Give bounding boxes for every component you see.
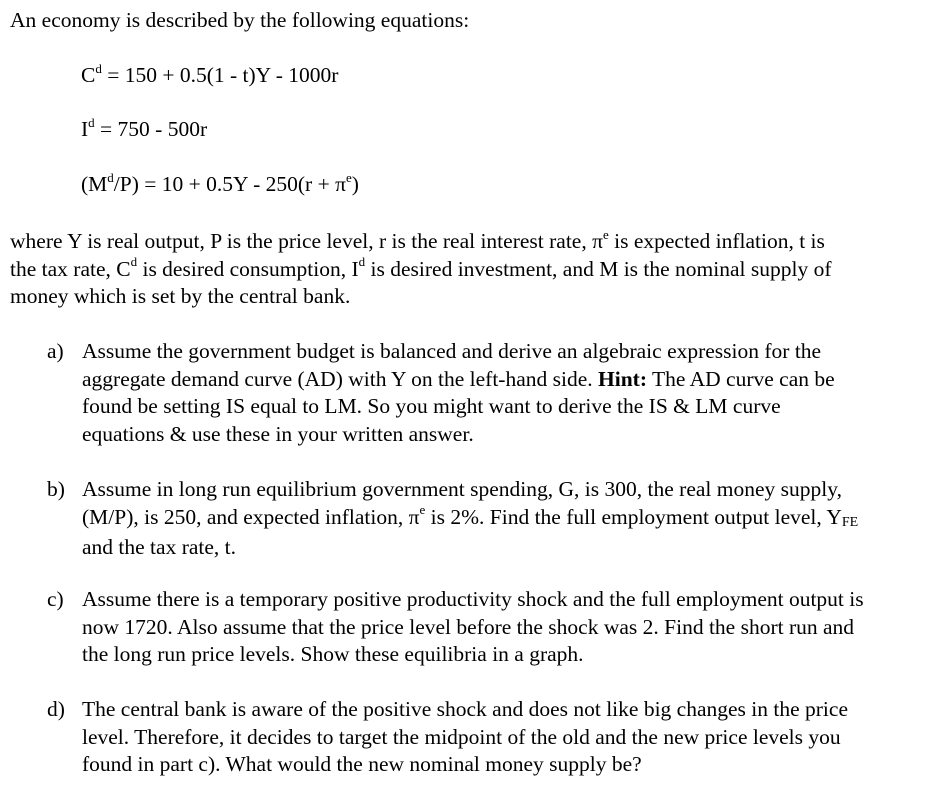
investment-equation: $I^d = 750 - 500r$ (81, 114, 208, 141)
question-d-label: d) (47, 697, 65, 721)
question-a-label: a) (47, 339, 64, 363)
question-a: a) Assume the government budget is balanced and derive an algebraic expression for the aggregate demand curve (AD) with Y on the left-hand side. Hint: The AD curve can be found be setting IS equal to LM. So you might want to derive the IS & LM curve equations & use these in your written answer. (47, 339, 835, 446)
question-c: c) Assume there is a temporary positive productivity shock and the full employment output is now 1720. Also assume that the price level before the shock was 2. Find the short run and the long run price levels. Show these equilibria in a graph. (47, 587, 864, 666)
hint-label: Hint: (598, 366, 647, 391)
question-c-label: c) (47, 587, 64, 611)
consumption-equation: $C^d = 150 + 0.5(1 - t)Y - 1000r$ (81, 60, 339, 87)
question-d: d) The central bank is aware of the positive shock and does not like big changes in the price level. Therefore, it decides to target the midpoint of the old and the new price levels you found in part c). What would the new nominal money supply be? (47, 697, 848, 776)
question-b-label: b) (47, 477, 65, 501)
definitions-paragraph: where Y is real output, P is the price level, r is the real interest rate, $\pi^e$ is expected inflation, t is the tax rate, $C^d$ is desired consumption, $I^d$ is desired investment, and M is the nominal supply of money which is set by the central bank. (10, 226, 832, 308)
money-demand-equation: $(M^d/P) = 10 + 0.5Y - 250(r + \pi^e)$ (81, 169, 359, 196)
question-b: b) Assume in long run equilibrium government spending, G, is 300, the real money supply, (M/P), is 250, and expected inflation, $\pi^e$ is 2%. Find the full employment output level, YFE and the tax rate, t. (47, 477, 859, 559)
intro-text: An economy is described by the following equations: (10, 8, 470, 32)
